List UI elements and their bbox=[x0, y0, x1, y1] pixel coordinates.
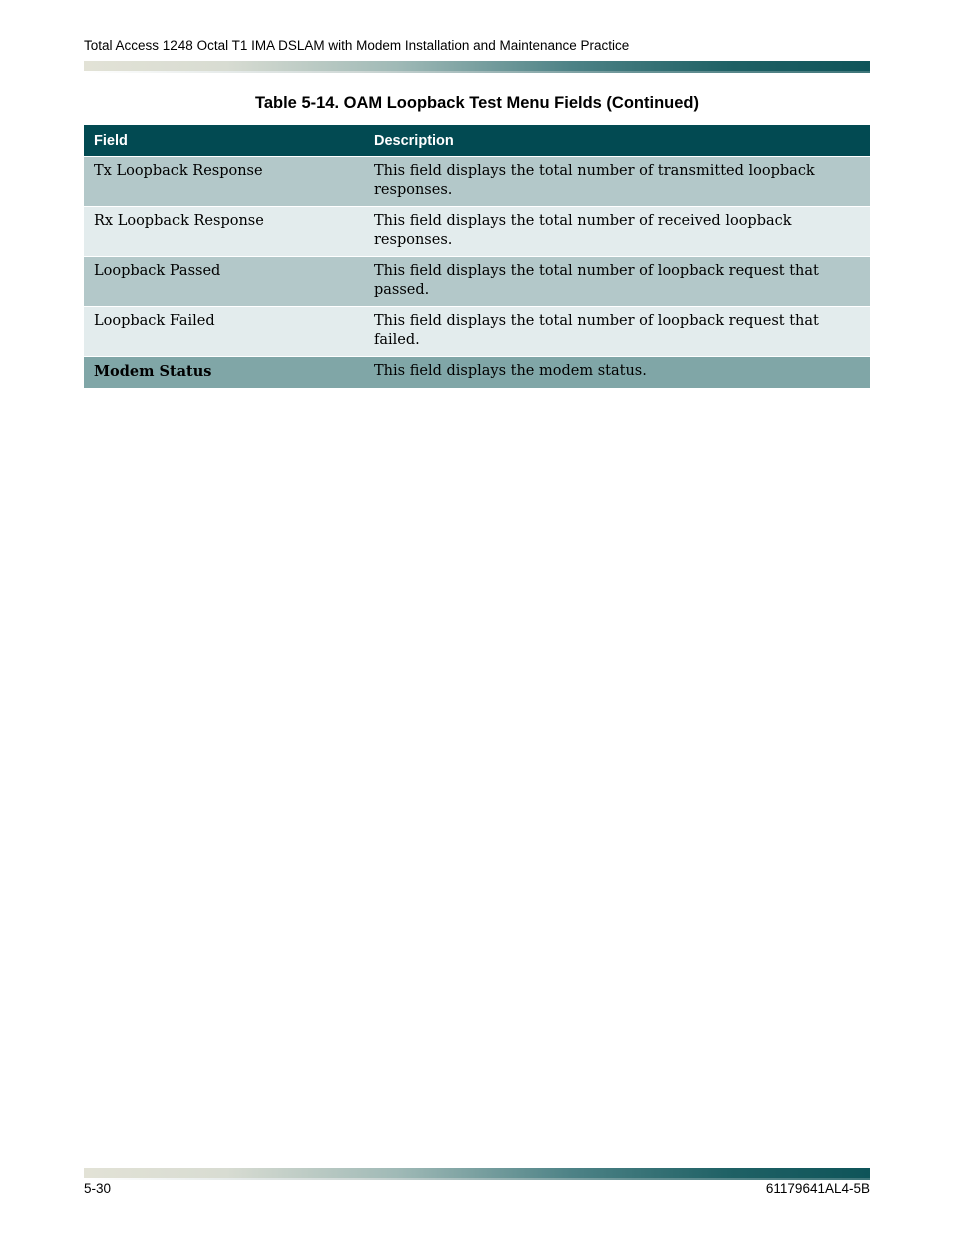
page-number: 5-30 bbox=[84, 1181, 112, 1196]
running-header: Total Access 1248 Octal T1 IMA DSLAM with Modem Installation and Maintenance Practice bbox=[84, 38, 630, 53]
fields-table bbox=[84, 125, 870, 388]
field-cell: Loopback Failed bbox=[84, 307, 364, 357]
field-cell: Rx Loopback Response bbox=[84, 207, 364, 257]
description-cell: This field displays the total number of transmitted loopback responses. bbox=[364, 157, 870, 207]
table-row bbox=[84, 257, 870, 307]
table-row bbox=[84, 157, 870, 207]
table-header-row bbox=[84, 125, 870, 157]
description-cell: This field displays the total number of received loopback responses. bbox=[364, 207, 870, 257]
document-number: 61179641AL4-5B bbox=[765, 1181, 870, 1196]
table-row bbox=[84, 307, 870, 357]
field-cell-section: Modem Status bbox=[84, 357, 364, 389]
header-rule bbox=[84, 61, 870, 71]
description-cell: This field displays the total number of loopback request that failed. bbox=[364, 307, 870, 357]
footer-rule bbox=[84, 1168, 870, 1178]
column-header-description: Description bbox=[364, 125, 870, 157]
column-header-field: Field bbox=[84, 125, 364, 157]
description-cell: This field displays the modem status. bbox=[364, 357, 870, 389]
table-row bbox=[84, 207, 870, 257]
field-cell: Tx Loopback Response bbox=[84, 157, 364, 207]
table-row-section bbox=[84, 357, 870, 389]
table-title: Table 5-14. OAM Loopback Test Menu Fields (Continued) bbox=[254, 94, 699, 112]
field-cell: Loopback Passed bbox=[84, 257, 364, 307]
description-cell: This field displays the total number of loopback request that passed. bbox=[364, 257, 870, 307]
